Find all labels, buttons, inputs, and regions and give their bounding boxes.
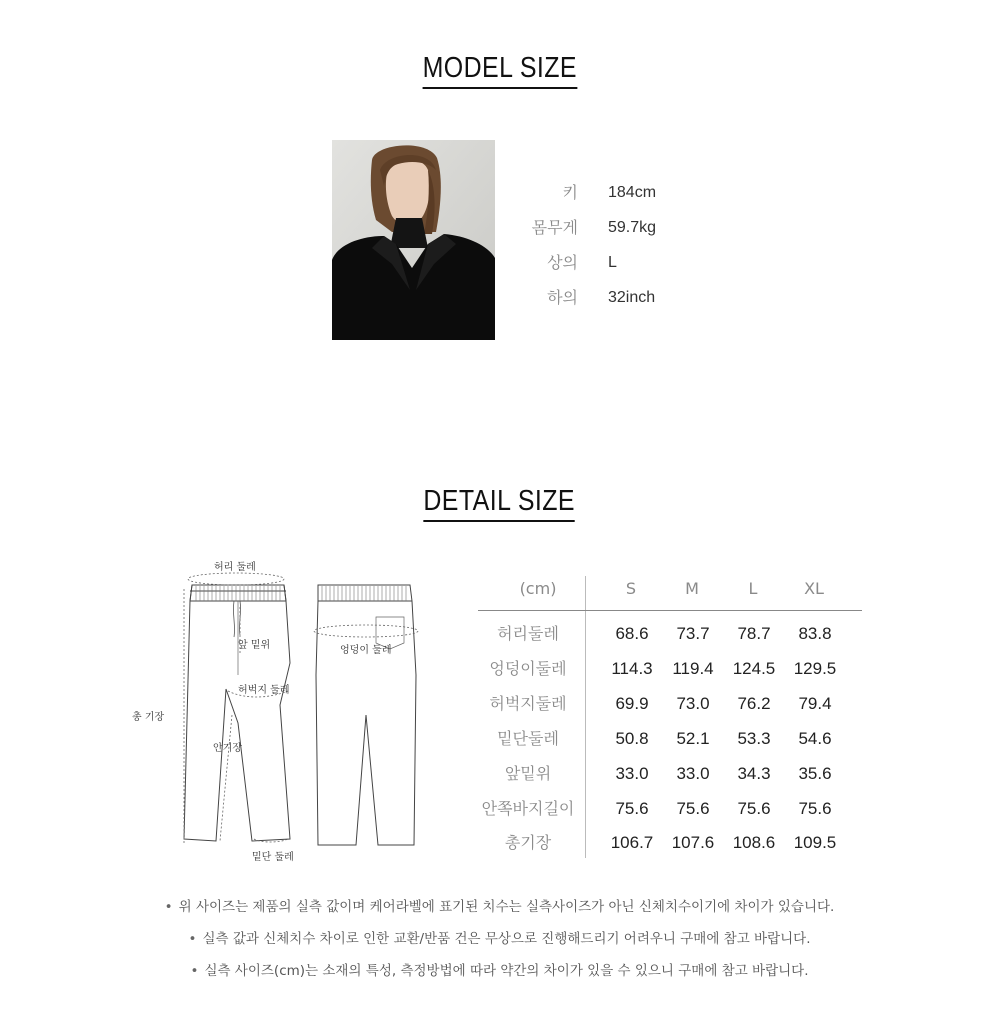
stat-row-height [500,175,700,210]
table-cell: 109.5 [793,833,837,852]
table-cell: 75.6 [798,799,832,818]
diagram-label-inseam: 안기장 [213,743,242,754]
diagram-label-waist: 허리 둘레 [214,562,256,573]
table-cell: 53.3 [737,729,771,748]
note-text: 실측 값과 신체치수 차이로 인한 교환/반품 건은 무상으로 진행해드리기 어려우니 구매에 참고 바랍니다. [202,931,811,947]
note-item [0,895,999,915]
table-cell: 114.3 [611,659,653,678]
stat-value: L [608,254,617,271]
pants-diagram [120,555,430,875]
row-label: 허리둘레 [497,624,559,643]
table-cell: 50.8 [615,729,649,748]
unit-header: (cm) [519,579,557,598]
table-cell: 73.0 [676,694,710,713]
diagram-label-thigh: 허벅지 둘레 [238,685,290,696]
table-cell: 75.6 [676,799,710,818]
table-cell: 75.6 [615,799,649,818]
table-cell: 54.6 [798,729,832,748]
stat-label: 하의 [547,288,578,307]
col-header: XL [804,579,824,598]
diagram-label-hip: 엉덩이 둘레 [340,645,392,656]
row-label: 허벅지둘레 [489,694,567,713]
diagram-label-total-length: 총 기장 [132,712,165,723]
table-cell: 69.9 [615,694,649,713]
table-row [478,825,862,860]
table-cell: 75.6 [737,799,771,818]
row-label: 앞밑위 [504,764,552,783]
table-header [478,572,862,611]
note-item [0,927,999,947]
bullet-icon: • [190,963,199,979]
diagram-label-front-rise: 앞 밑위 [238,640,271,651]
detail-size-title: DETAIL SIZE [0,485,999,522]
note-text: 실측 사이즈(cm)는 소재의 특성, 측정방법에 따라 약간의 차이가 있을 수 있으니 구매에 참고 바랍니다. [204,963,809,979]
stat-label: 상의 [547,253,578,272]
table-cell: 35.6 [798,764,832,783]
table-row [478,791,862,826]
table-cell: 33.0 [676,764,710,783]
col-header: M [685,579,699,598]
stat-row-top [500,245,700,280]
stat-row-bottom [500,280,700,315]
stat-label: 키 [562,183,578,202]
diagram-label-hem: 밑단 둘레 [252,852,294,863]
table-cell: 106.7 [610,833,654,852]
model-size-title: MODEL SIZE [0,52,999,89]
model-photo [332,140,495,340]
stat-value: 59.7kg [608,219,657,236]
table-cell: 129.5 [793,659,837,678]
row-label: 밑단둘레 [497,729,559,748]
col-header: L [748,579,758,598]
table-cell: 83.8 [798,624,832,643]
table-cell: 73.7 [676,624,710,643]
note-item [0,959,999,979]
table-cell: 78.7 [737,624,771,643]
table-cell: 79.4 [798,694,832,713]
bullet-icon: • [188,931,197,947]
table-row [478,686,862,721]
table-cell: 124.5 [732,659,776,678]
row-label: 안쪽바지길이 [481,799,575,818]
stat-value: 184cm [608,184,657,201]
bullet-icon: • [164,899,173,915]
table-cell: 108.6 [732,833,776,852]
table-cell: 34.3 [737,764,771,783]
stat-row-weight [500,210,700,245]
row-label: 총기장 [504,833,552,852]
table-row [478,616,862,651]
table-cell: 68.6 [615,624,649,643]
col-header: S [625,579,637,598]
table-cell: 119.4 [672,659,714,678]
table-cell: 107.6 [671,833,715,852]
table-cell: 52.1 [676,729,710,748]
table-row [478,721,862,756]
table-cell: 76.2 [737,694,771,713]
note-text: 위 사이즈는 제품의 실측 값이며 케어라벨에 표기된 치수는 실측사이즈가 아닌 신체치수이기에 차이가 있습니다. [178,899,835,915]
table-row [478,651,862,686]
row-label: 엉덩이둘레 [489,659,567,678]
stat-value: 32inch [608,289,656,306]
stat-label: 몸무게 [531,218,578,237]
table-cell: 33.0 [615,764,649,783]
table-row [478,756,862,791]
